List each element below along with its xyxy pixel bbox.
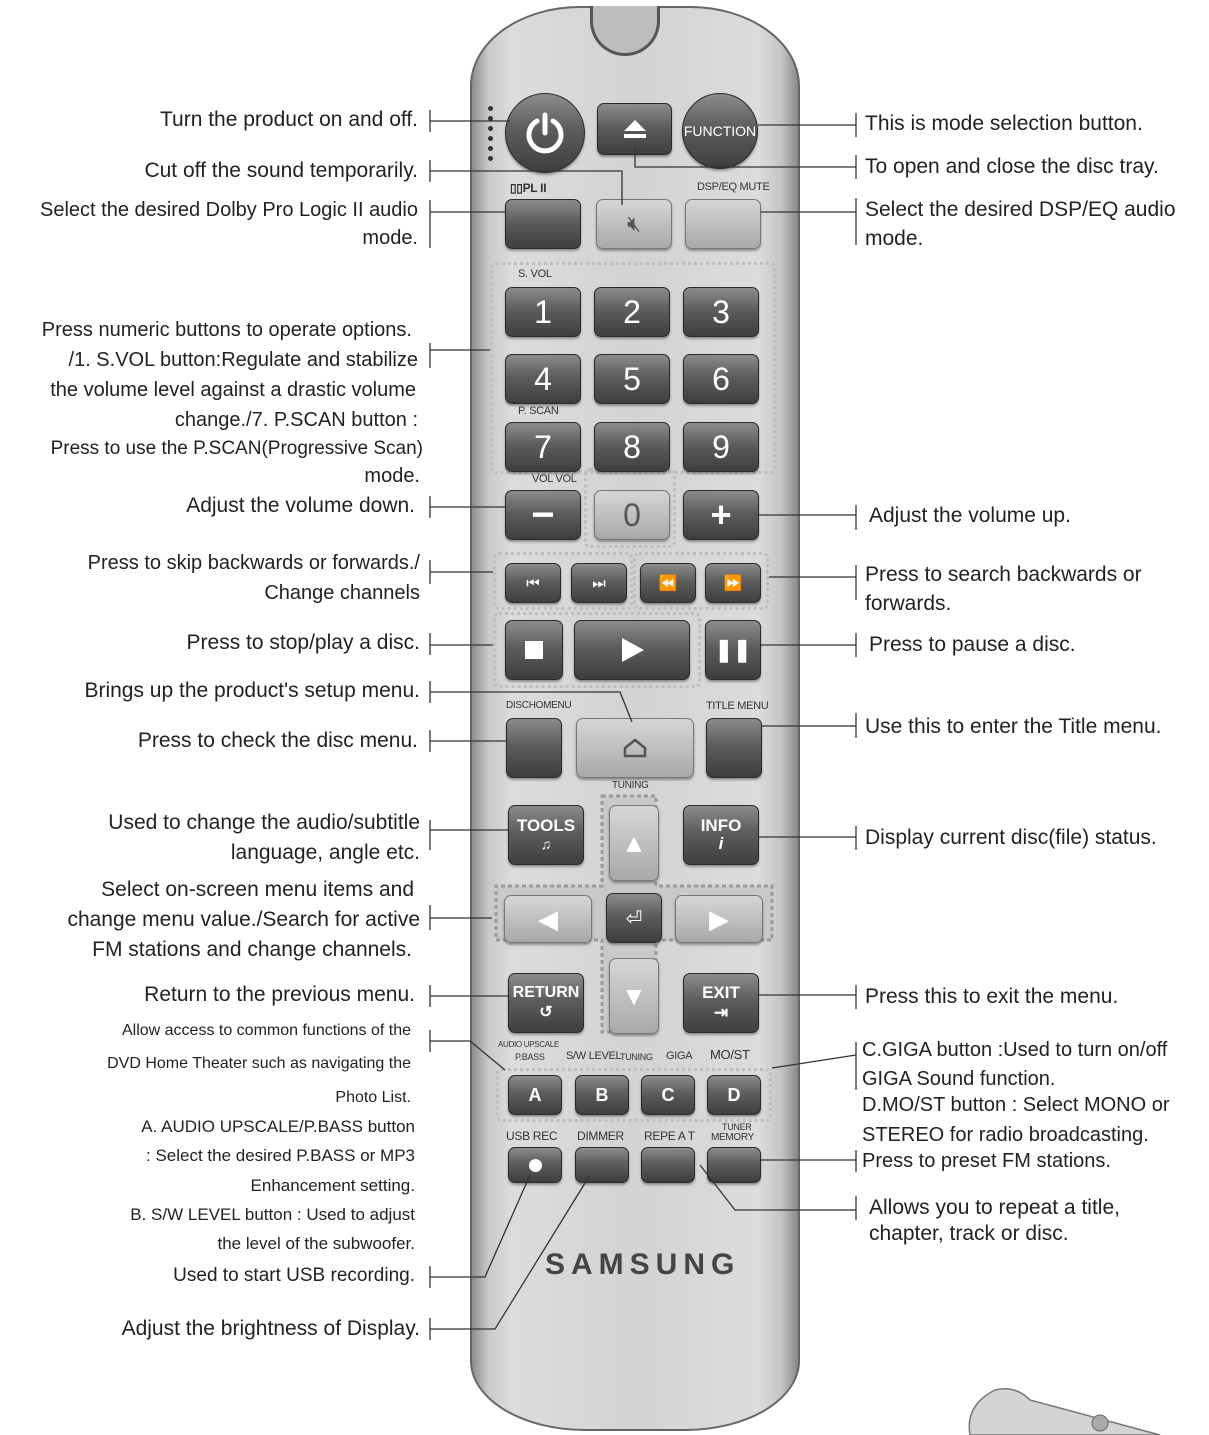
pause-icon: ❚❚ bbox=[714, 637, 752, 662]
annotation-exit: Press this to exit the menu. bbox=[865, 985, 1119, 1008]
num-4-button[interactable]: 4 bbox=[505, 354, 581, 404]
annotation-power: Turn the product on and off. bbox=[159, 108, 418, 131]
function-button[interactable]: FUNCTION bbox=[682, 93, 758, 169]
audio-upscale-label: AUDIO UPSCALE bbox=[498, 1040, 560, 1049]
dimmer-label: DIMMER bbox=[577, 1129, 624, 1143]
return-icon: ↺ bbox=[539, 1004, 553, 1021]
tuner-label: TUNER bbox=[722, 1122, 752, 1132]
annotation-usb: Used to start USB recording. bbox=[173, 1265, 415, 1286]
annotation-mute: Cut off the sound temporarily. bbox=[144, 159, 418, 182]
annotation-search-1: Press to search backwards or bbox=[865, 563, 1142, 586]
arrow-right-icon: ▶ bbox=[709, 903, 729, 934]
giga-label: GIGA bbox=[666, 1050, 693, 1062]
annotation-disc-menu: Press to check the disc menu. bbox=[137, 729, 418, 752]
return-label: RETURN bbox=[512, 984, 580, 1001]
annotation-vol-up: Adjust the volume up. bbox=[869, 504, 1071, 527]
arrow-left-icon: ◀ bbox=[538, 903, 558, 934]
enter-icon: ⏎ bbox=[625, 907, 643, 930]
annotation-dolby-1: Select the desired Dolby Pro Logic II audio bbox=[40, 199, 418, 221]
tuning-down-label: TUNING bbox=[620, 1052, 653, 1062]
annotation-numeric-2: /1. S.VOL button:Regulate and stabilize bbox=[68, 349, 418, 371]
annotation-pause: Press to pause a disc. bbox=[869, 633, 1076, 656]
annotation-vol-down: Adjust the volume down. bbox=[186, 494, 415, 517]
annotation-repeat-1: Allows you to repeat a title, bbox=[869, 1196, 1120, 1219]
dsp-eq-mute-label: DSP/EQ MUTE bbox=[697, 181, 770, 193]
annotation-stop-play: Press to stop/play a disc. bbox=[186, 631, 420, 654]
num-2-button[interactable]: 2 bbox=[594, 287, 670, 337]
annotation-common-2: DVD Home Theater such as navigating the bbox=[107, 1055, 411, 1072]
title-menu-label: TITLE MENU bbox=[706, 700, 769, 712]
num-3-button[interactable]: 3 bbox=[683, 287, 759, 337]
annotation-return: Return to the previous menu. bbox=[144, 983, 415, 1006]
tools-icon: ♫ bbox=[540, 836, 552, 852]
annotation-tools-1: Used to change the audio/subtitle bbox=[108, 811, 420, 834]
annotation-title-menu: Use this to enter the Title menu. bbox=[865, 715, 1162, 738]
pscan-label: P. SCAN bbox=[518, 405, 559, 417]
annotation-common-3: Photo List. bbox=[335, 1089, 411, 1106]
annotation-giga-2: GIGA Sound function. bbox=[862, 1068, 1056, 1090]
skip-forward-icon: ⏭ bbox=[592, 574, 606, 592]
brand-logo: SAMSUNG bbox=[545, 1248, 741, 1281]
tuning-up-label: TUNING bbox=[612, 780, 649, 791]
pl2-label: ▯▯PL II bbox=[510, 181, 547, 195]
arrow-down-icon: ▼ bbox=[621, 980, 647, 1011]
num-8-button[interactable]: 8 bbox=[594, 422, 670, 472]
annotation-dsp-2: mode. bbox=[865, 227, 924, 250]
annotation-common-6: Enhancement setting. bbox=[250, 1176, 415, 1195]
annotation-numeric-3: the volume level against a drastic volume bbox=[50, 379, 416, 401]
annotation-skip-2: Change channels bbox=[264, 582, 420, 604]
annotation-repeat-2: chapter, track or disc. bbox=[869, 1222, 1069, 1245]
info-label: INFO bbox=[700, 816, 742, 835]
b-button[interactable]: B bbox=[575, 1075, 629, 1115]
most-label: MO/ST bbox=[710, 1047, 750, 1062]
arrow-up-icon: ▲ bbox=[621, 827, 647, 858]
annotation-nav-1: Select on-screen menu items and bbox=[101, 878, 414, 901]
exit-label: EXIT bbox=[702, 983, 740, 1002]
tools-label: TOOLS bbox=[516, 816, 576, 835]
sw-level-label: S/W LEVEL bbox=[566, 1050, 622, 1062]
annotation-common-5: : Select the desired P.BASS or MP3 bbox=[146, 1146, 415, 1165]
annotation-setup: Brings up the product's setup menu. bbox=[84, 679, 420, 702]
annotation-skip-1: Press to skip backwards or forwards./ bbox=[87, 552, 420, 574]
annotation-numeric-6: mode. bbox=[364, 465, 420, 487]
annotation-giga-1: C.GIGA button :Used to turn on/off bbox=[862, 1039, 1168, 1061]
exit-icon: ⇥ bbox=[713, 1003, 729, 1022]
pbass-label: P.BASS bbox=[515, 1052, 545, 1062]
memory-label: MEMORY bbox=[711, 1132, 755, 1143]
c-button[interactable]: C bbox=[641, 1075, 695, 1115]
annotation-numeric-4: change./7. P.SCAN button : bbox=[174, 409, 418, 431]
vol-up-button[interactable]: + bbox=[683, 490, 759, 540]
mute-icon: 🔇︎ bbox=[627, 211, 641, 236]
annotation-numeric-5: Press to use the P.SCAN(Progressive Scan) bbox=[50, 438, 423, 459]
a-button[interactable]: A bbox=[508, 1075, 562, 1115]
fast-forward-icon: ⏩ bbox=[723, 575, 743, 592]
info-icon: i bbox=[718, 834, 724, 853]
svol-label: S. VOL bbox=[518, 268, 552, 280]
num-0-button[interactable]: 0 bbox=[594, 490, 670, 540]
annotation-common-1: Allow access to common functions of the bbox=[121, 1022, 411, 1039]
num-7-button[interactable]: 7 bbox=[505, 422, 581, 472]
annotation-nav-3: FM stations and change channels. bbox=[92, 938, 412, 961]
annotation-eject: To open and close the disc tray. bbox=[865, 155, 1159, 178]
disc-menu-label: DISCHOMENU bbox=[506, 700, 572, 711]
num-1-button[interactable]: 1 bbox=[505, 287, 581, 337]
annotation-most-2: STEREO for radio broadcasting. bbox=[862, 1124, 1149, 1146]
annotation-most-1: D.MO/ST button : Select MONO or bbox=[862, 1094, 1170, 1116]
num-5-button[interactable]: 5 bbox=[594, 354, 670, 404]
annotation-common-7: B. S/W LEVEL button : Used to adjust bbox=[130, 1205, 415, 1224]
annotation-tools-2: language, angle etc. bbox=[230, 841, 420, 864]
annotation-nav-2: change menu value./Search for active bbox=[67, 908, 420, 931]
annotation-memory: Press to preset FM stations. bbox=[862, 1150, 1111, 1172]
annotation-dimmer: Adjust the brightness of Display. bbox=[121, 1317, 420, 1340]
d-button[interactable]: D bbox=[707, 1075, 761, 1115]
skip-back-icon: ⏮ bbox=[526, 574, 540, 592]
annotation-search-2: forwards. bbox=[865, 592, 952, 615]
rewind-icon: ⏪ bbox=[658, 575, 678, 592]
vol-label: VOL VOL bbox=[532, 473, 577, 485]
annotation-common-8: the level of the subwoofer. bbox=[217, 1234, 415, 1253]
annotation-info: Display current disc(file) status. bbox=[865, 826, 1157, 849]
repeat-label: REPE A T bbox=[644, 1129, 695, 1143]
num-9-button[interactable]: 9 bbox=[683, 422, 759, 472]
annotation-dolby-2: mode. bbox=[362, 227, 418, 249]
annotation-common-4: A. AUDIO UPSCALE/P.BASS button bbox=[141, 1117, 415, 1136]
annotation-dsp-1: Select the desired DSP/EQ audio bbox=[865, 198, 1176, 221]
annotation-function: This is mode selection button. bbox=[865, 112, 1143, 135]
num-6-button[interactable]: 6 bbox=[683, 354, 759, 404]
vol-down-button[interactable]: − bbox=[505, 490, 581, 540]
usb-rec-label: USB REC bbox=[506, 1129, 558, 1143]
annotation-numeric-1: Press numeric buttons to operate options. bbox=[41, 319, 412, 341]
